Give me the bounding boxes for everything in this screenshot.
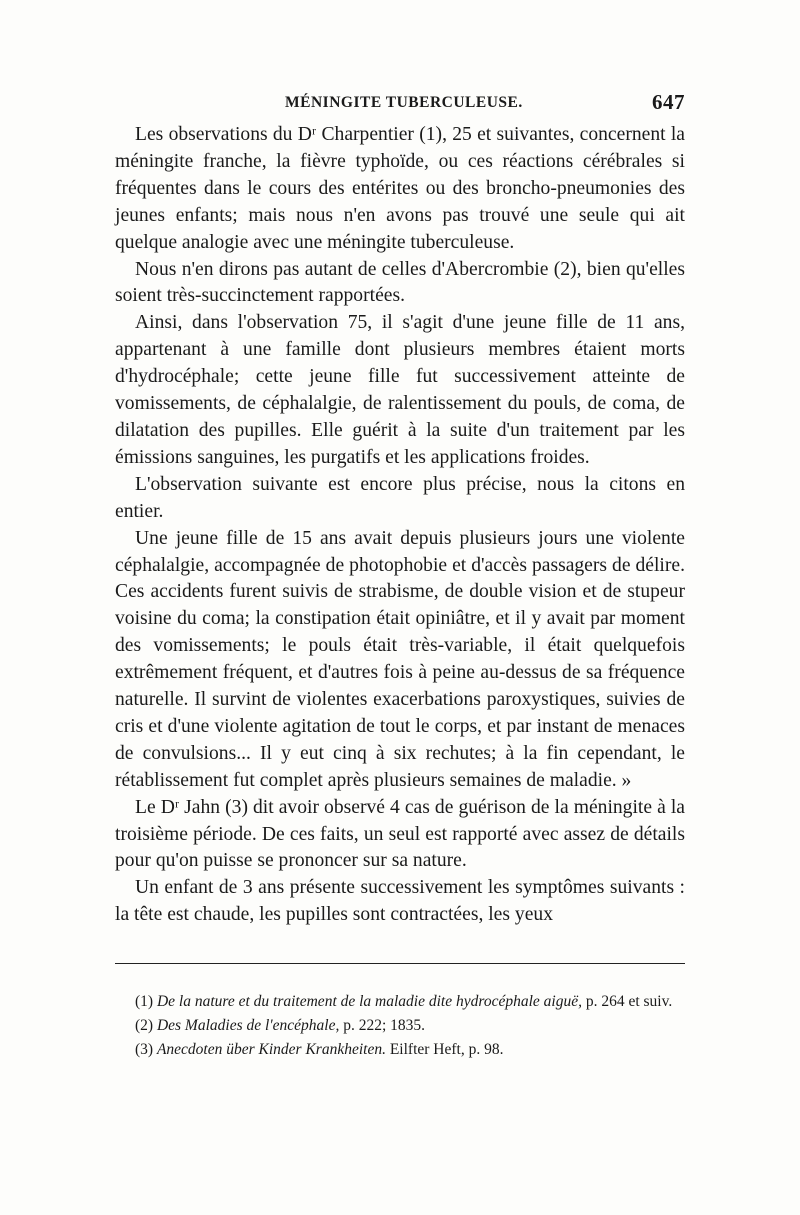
footnote-item	[115, 1038, 685, 1062]
footnote-title: Anecdoten über Kinder Krankheiten.	[156, 1041, 386, 1059]
footnote-number: (1)	[135, 993, 154, 1011]
footnotes	[115, 990, 685, 1062]
footnote-item	[115, 990, 685, 1014]
footnote-detail: p. 264 et suiv.	[581, 993, 673, 1011]
running-header	[115, 88, 685, 114]
page-number: 647	[652, 90, 685, 114]
footnote-detail: p. 222; 1835.	[339, 1017, 426, 1035]
paragraph: Nous n'en dirons pas autant de celles d'Abercrombie (2), bien qu'elles soient très-succinctement rapportées.	[115, 258, 685, 307]
paragraph: Ainsi, dans l'observation 75, il s'agit d'une jeune fille de 11 ans, appartenant à une famille dont plusieurs membres étaient morts d'hydrocéphale; cette jeune fille fut successivement atteinte de vomissements, de céphalalgie, de ralentissement du pouls, de coma, de dilatation des pupilles. Elle guérit à la suite d'un traitement par les émissions sanguines, les purgatifs et les applications froides.	[115, 312, 685, 468]
body-text	[115, 122, 685, 929]
footnote-title: Des Maladies de l'encéphale,	[156, 1017, 340, 1035]
footnote-number: (2)	[135, 1017, 154, 1035]
paragraph: L'observation suivante est encore plus précise, nous la citons en entier.	[115, 473, 685, 522]
footnote-title: De la nature et du traitement de la maladie dite hydrocéphale aiguë,	[156, 993, 582, 1011]
footnote-divider	[115, 963, 685, 964]
paragraph: Le Dʳ Jahn (3) dit avoir observé 4 cas de guérison de la méningite à la troisième période. De ces faits, un seul est rapporté avec assez de détails pour qu'on puisse se prononcer sur sa nature.	[115, 796, 685, 872]
footnote-number: (3)	[135, 1041, 154, 1059]
footnote-item	[115, 1014, 685, 1038]
paragraph: Une jeune fille de 15 ans avait depuis plusieurs jours une violente céphalalgie, accompagnée de photophobie et d'accès passagers de délire. Ces accidents furent suivis de strabisme, de double vision et de stupeur voisine du coma; la constipation était opiniâtre, et il y avait par moment des vomissements; le pouls était très-variable, il était quelquefois extrêmement fréquent, et d'autres fois à peine au-dessus de sa fréquence naturelle. Il survint de violentes exacerbations paroxystiques, suivies de cris et d'une violente agitation de tout le corps, et par instant de menaces de convulsions... Il y eut cinq à six rechutes; à la fin cependant, le rétablissement fut complet après plusieurs semaines de maladie. »	[115, 527, 685, 791]
paragraph: Les observations du Dʳ Charpentier (1), 25 et suivantes, concernent la méningite franche, la fièvre typhoïde, ou ces réactions cérébrales si fréquentes dans le cours des entérites ou des broncho-pneumonies des jeunes enfants; mais nous n'en avons pas trouvé une seule qui ait quelque analogie avec une méningite tuberculeuse.	[115, 124, 685, 253]
footnote-detail: Eilfter Heft, p. 98.	[385, 1041, 504, 1059]
book-page	[115, 88, 685, 1062]
paragraph: Un enfant de 3 ans présente successivement les symptômes suivants : la tête est chaude, les pupilles sont contractées, les yeux	[115, 877, 685, 926]
running-title: MÉNINGITE TUBERCULEUSE.	[285, 94, 523, 111]
